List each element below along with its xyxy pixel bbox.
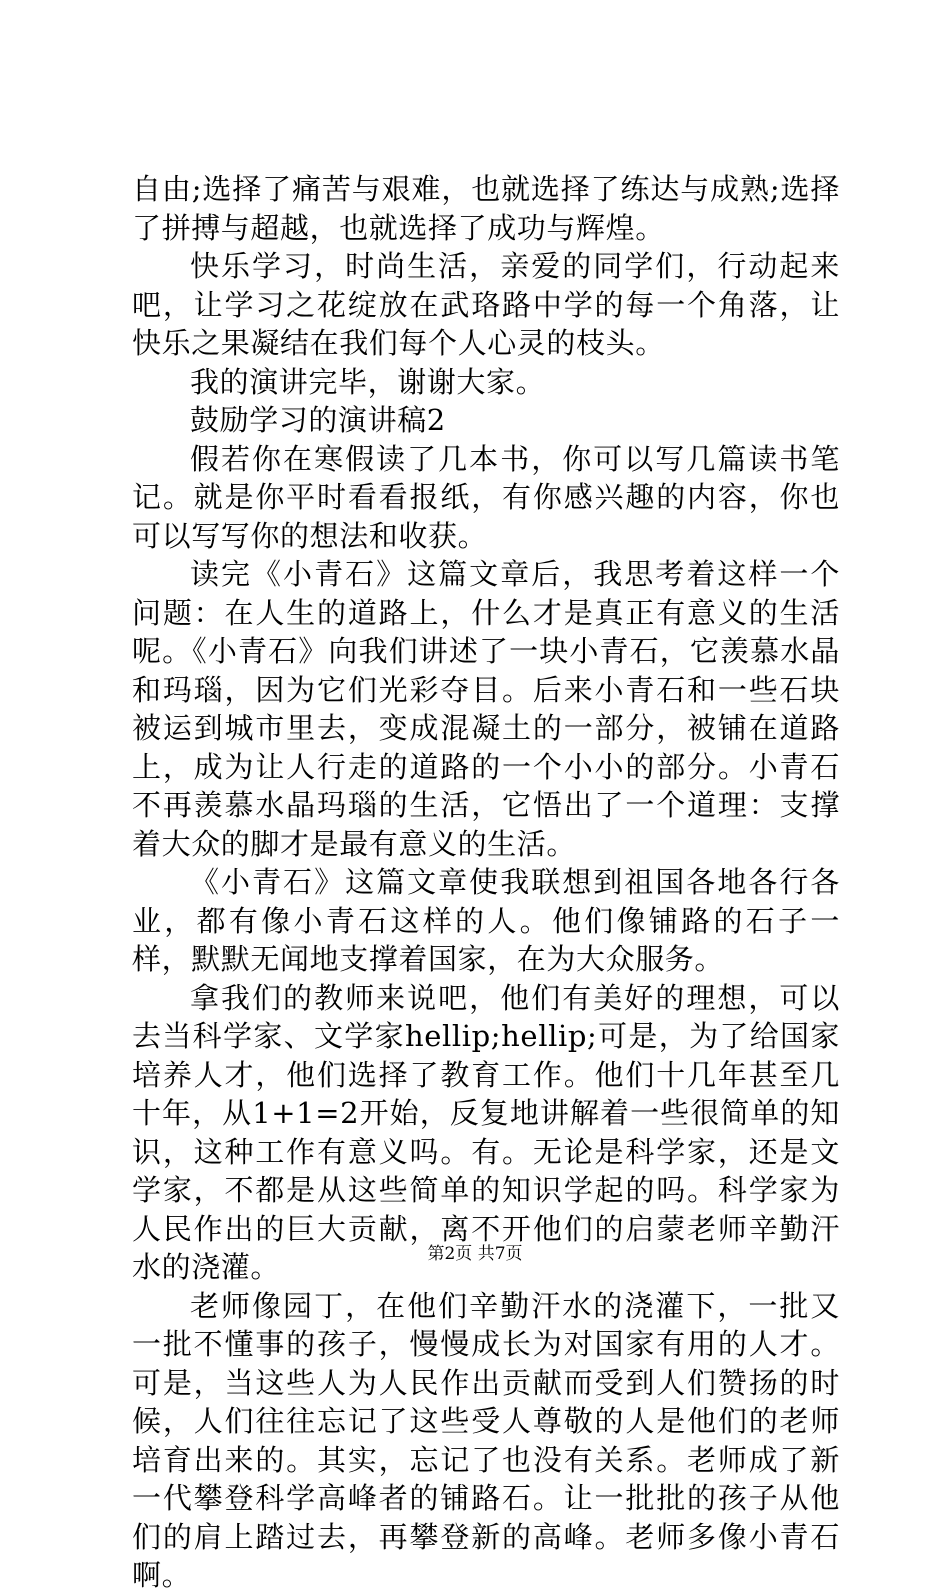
page-number-footer: 第2页 共7页 xyxy=(427,1244,523,1264)
paragraph: 《小青石》这篇文章使我联想到祖国各地各行各业，都有像小青石这样的人。他们像铺路的石子一样，默默无闻地支撑着国家，在为大众服务。 xyxy=(132,865,840,976)
paragraph: 拿我们的教师来说吧，他们有美好的理想，可以去当科学家、文学家hellip;hellip;可是，为了给国家培养人才，他们选择了教育工作。他们十几年甚至几十年，从1+1=2开始，反复地讲解着一些很简单的知识，这种工作有意义吗。有。无论是科学家，还是文学家，不都是从这些简单的知识学起的吗。科学家为人民作出的巨大贡献，离不开他们的启蒙老师辛勤汗水的浇灌。 xyxy=(132,980,840,1284)
paragraph: 快乐学习，时尚生活，亲爱的同学们，行动起来吧，让学习之花绽放在武珞路中学的每一个角落，让快乐之果凝结在我们每个人心灵的枝头。 xyxy=(132,249,840,360)
section-heading: 鼓励学习的演讲稿2 xyxy=(190,403,446,437)
paragraph: 我的演讲完毕，谢谢大家。 xyxy=(190,364,546,399)
paragraph: 读完《小青石》这篇文章后，我思考着这样一个问题：在人生的道路上，什么才是真正有意义的生活呢。《小青石》向我们讲述了一块小青石，它羡慕水晶和玛瑙，因为它们光彩夺目。后来小青石和一些石块被运到城市里去，变成混凝土的一部分，被铺在道路上，成为让人行走的道路的一个小小的部分。小青石不再羡慕水晶玛瑙的生活，它悟出了一个道理：支撑着大众的脚才是最有意义的生活。 xyxy=(132,557,840,861)
paragraph: 自由;选择了痛苦与艰难，也就选择了练达与成熟;选择了拼搏与超越，也就选择了成功与辉煌。 xyxy=(132,172,840,245)
paragraph: 老师像园丁，在他们辛勤汗水的浇灌下，一批又一批不懂事的孩子，慢慢成长为对国家有用的人才。可是，当这些人为人民作出贡献而受到人们赞扬的时候，人们往往忘记了这些受人尊敬的人是他们的老师培育出来的。其实，忘记了也没有关系。老师成了新一代攀登科学高峰者的铺路石。让一批批的孩子从他们的肩上踏过去，再攀登新的高峰。老师多像小青石啊。 xyxy=(132,1288,840,1592)
paragraph: 假若你在寒假读了几本书，你可以写几篇读书笔记。就是你平时看看报纸，有你感兴趣的内容，你也可以写写你的想法和收获。 xyxy=(132,441,840,553)
document-body xyxy=(132,170,840,1595)
